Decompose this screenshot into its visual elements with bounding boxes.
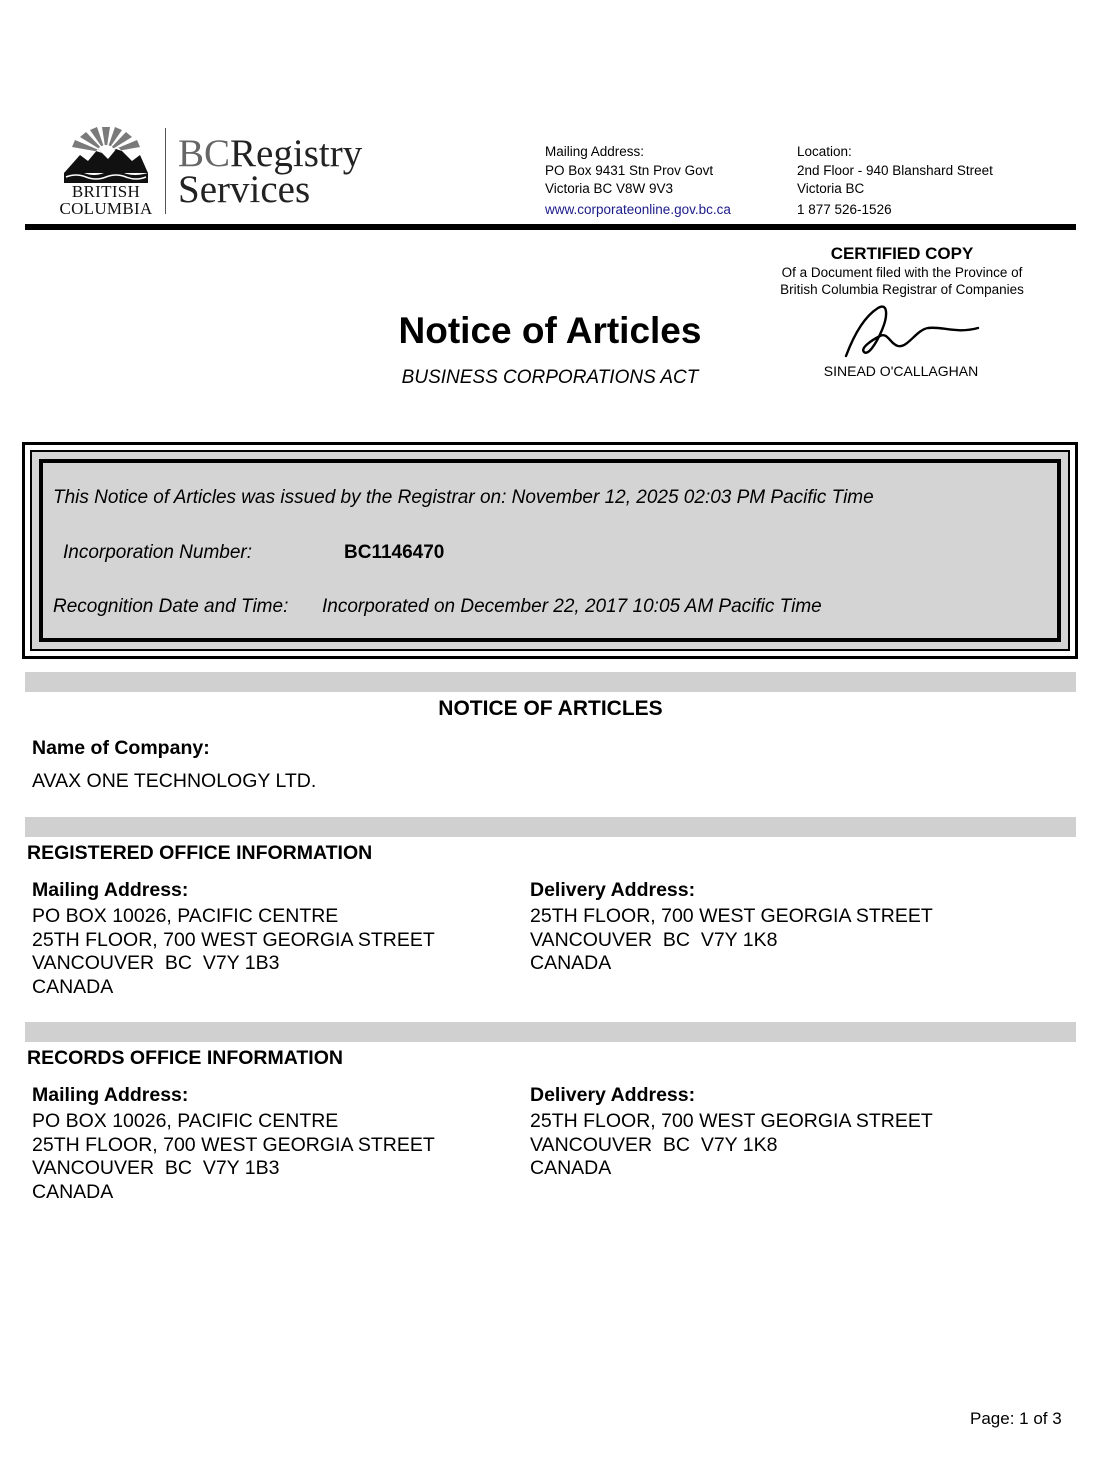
mailing-address-label: Mailing Address: (545, 144, 645, 159)
records-office-heading: RECORDS OFFICE INFORMATION (27, 1047, 343, 1069)
recognition-date-value: Incorporated on December 22, 2017 10:05 AM Pacific Time (322, 596, 822, 617)
address-line: CANADA (530, 952, 612, 974)
address-line: 25TH FLOOR, 700 WEST GEORGIA STREET (32, 928, 435, 951)
incorporation-number-value: BC1146470 (344, 542, 445, 563)
records-delivery-label: Delivery Address: (530, 1084, 696, 1106)
company-name-value: AVAX ONE TECHNOLOGY LTD. (32, 770, 317, 792)
brand-services: Services (178, 168, 311, 211)
address-line: VANCOUVER BC V7Y 1B3 (32, 1157, 280, 1179)
address-line: 25TH FLOOR, 700 WEST GEORGIA STREET (530, 905, 933, 927)
registry-website-link[interactable]: www.corporateonline.gov.bc.ca (545, 202, 731, 217)
certified-copy-line: Of a Document filed with the Province of (781, 265, 1023, 280)
registered-delivery-label: Delivery Address: (530, 879, 696, 901)
records-mailing-label: Mailing Address: (32, 1084, 189, 1106)
certified-copy-block (760, 244, 1044, 298)
location-line: 2nd Floor - 940 Blanshard Street (797, 162, 993, 178)
bc-sun-mountains-icon (62, 125, 150, 183)
address-line: CANADA (32, 975, 114, 998)
address-line: CANADA (530, 1157, 612, 1179)
registered-delivery-address (530, 905, 933, 976)
address-line: VANCOUVER BC V7Y 1K8 (530, 928, 778, 951)
page-title: Notice of Articles (398, 310, 702, 351)
address-line: VANCOUVER BC V7Y 1K8 (530, 1133, 778, 1156)
section-band (25, 1022, 1076, 1042)
address-line: 25TH FLOOR, 700 WEST GEORGIA STREET (530, 1110, 933, 1132)
certified-copy-title: CERTIFIED COPY (830, 244, 974, 263)
bc-registry-brand (178, 132, 363, 211)
address-line: PO BOX 10026, PACIFIC CENTRE (32, 905, 339, 927)
incorporation-number-label: Incorporation Number: (63, 542, 253, 563)
brand-divider (165, 128, 166, 214)
registry-phone: 1 877 526-1526 (797, 202, 892, 217)
signer-name: SINEAD O'CALLAGHAN (823, 363, 979, 379)
section-band (25, 672, 1076, 692)
header-rule (25, 224, 1076, 230)
page-number: Page: 1 of 3 (970, 1409, 1062, 1428)
company-name-label: Name of Company: (32, 737, 210, 759)
notice-of-articles-heading: NOTICE OF ARTICLES (438, 697, 663, 720)
logo-line-2: COLUMBIA (59, 199, 153, 218)
brand-bc: BC (178, 132, 231, 175)
records-delivery-address (530, 1110, 933, 1181)
registry-location-address (797, 143, 993, 199)
page-subtitle: BUSINESS CORPORATIONS ACT (401, 367, 699, 388)
brand-registry: Registry (230, 132, 363, 175)
mailing-address-line: PO Box 9431 Stn Prov Govt (545, 162, 714, 178)
bc-logo (50, 125, 162, 217)
address-line: PO BOX 10026, PACIFIC CENTRE (32, 1110, 339, 1132)
recognition-date-label: Recognition Date and Time: (53, 596, 289, 617)
registered-office-heading: REGISTERED OFFICE INFORMATION (27, 842, 373, 864)
address-line: CANADA (32, 1180, 114, 1203)
address-line: VANCOUVER BC V7Y 1B3 (32, 952, 280, 974)
registry-mailing-address (545, 143, 713, 199)
address-line: 25TH FLOOR, 700 WEST GEORGIA STREET (32, 1133, 435, 1156)
registrar-signature (838, 300, 983, 362)
certified-copy-line: British Columbia Registrar of Companies (780, 282, 1024, 297)
issued-statement: This Notice of Articles was issued by the Registrar on: November 12, 2025 02:03 PM Pacific Time (53, 487, 874, 508)
registered-mailing-address (32, 905, 435, 999)
mailing-address-line: Victoria BC V8W 9V3 (545, 181, 674, 196)
logo-line-1: BRITISH (71, 182, 141, 201)
records-mailing-address (32, 1110, 435, 1204)
location-line: Victoria BC (797, 181, 865, 196)
registered-mailing-label: Mailing Address: (32, 879, 189, 901)
section-band (25, 817, 1076, 837)
location-label: Location: (797, 144, 852, 159)
